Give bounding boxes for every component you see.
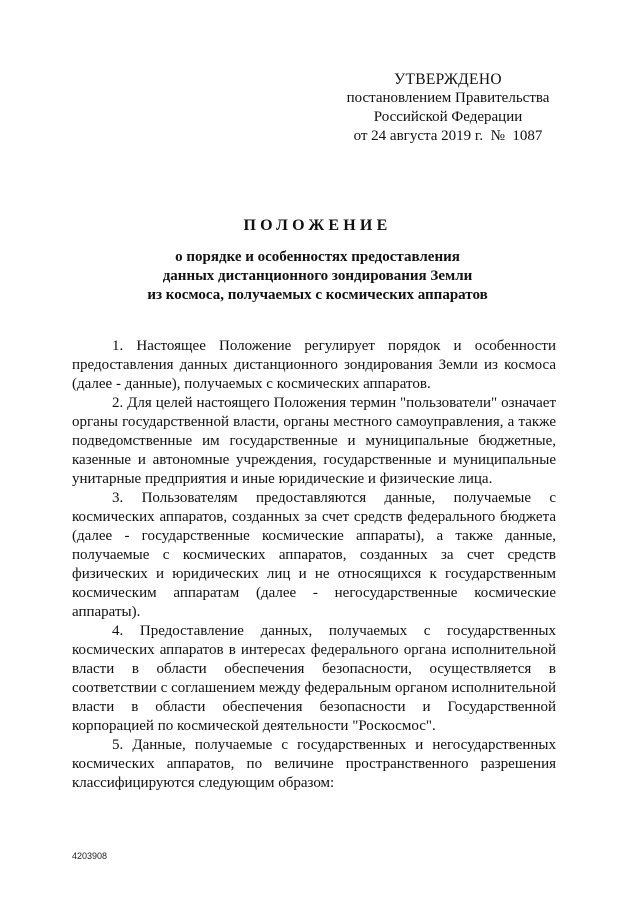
- approval-line-decree: постановлением Правительства: [346, 90, 550, 106]
- paragraph-1: 1. Настоящее Положение регулирует порядок и особенности предоставления данных дистанционного зондирования Земли из космоса (далее - данные), получаемых с космических аппаратов.: [72, 338, 556, 392]
- approval-line-date-number: от 24 августа 2019 г. № 1087: [353, 128, 543, 144]
- document-subtitle-line: из космоса, получаемых с космических аппаратов: [147, 287, 488, 303]
- paragraph-2: 2. Для целей настоящего Положения термин "пользователи" означает органы государственной власти, органы местного самоуправления, а также подведомственные им государственные и муниципальные бюджетные, казенные и автономные учреждения, государственные и муниципальные унитарные предприятия и иные юридические и физические лица.: [72, 395, 556, 487]
- document-subtitle-line: данных дистанционного зондирования Земли: [162, 268, 473, 284]
- document-subtitle: [60, 248, 575, 305]
- footer-document-code: 4203908: [72, 851, 108, 861]
- document-body: [72, 337, 556, 793]
- document-subtitle-line: о порядке и особенностях предоставления: [175, 249, 460, 265]
- document-title: ПОЛОЖЕНИЕ: [243, 217, 392, 234]
- approval-title: УТВЕРЖДЕНО: [394, 71, 502, 88]
- approval-line-federation: Российской Федерации: [373, 109, 523, 125]
- paragraph-5: 5. Данные, получаемые с государственных и негосударственных космических аппаратов, по величине пространственного разрешения классифицируются следующим образом:: [72, 737, 556, 791]
- paragraph-3: 3. Пользователям предоставляются данные, получаемые с космических аппаратов, созданных за счет средств федерального бюджета (далее - государственные космические аппараты), а также данные, получаемые с космических аппаратов, созданных за счет средств физических и юридических лиц и не относящихся к государственным космическим аппаратам (далее - негосударственные космические аппараты).: [72, 490, 556, 620]
- paragraph-4: 4. Предоставление данных, получаемых с государственных космических аппаратов в интересах федерального органа исполнительной власти в области обеспечения безопасности, осуществляется в соответствии с соглашением между федеральным органом исполнительной власти в области обеспечения безопасности и Государственной корпорацией по космической деятельности "Роскосмос".: [72, 623, 556, 734]
- document-heading: [60, 216, 575, 305]
- approval-stamp: [336, 70, 560, 146]
